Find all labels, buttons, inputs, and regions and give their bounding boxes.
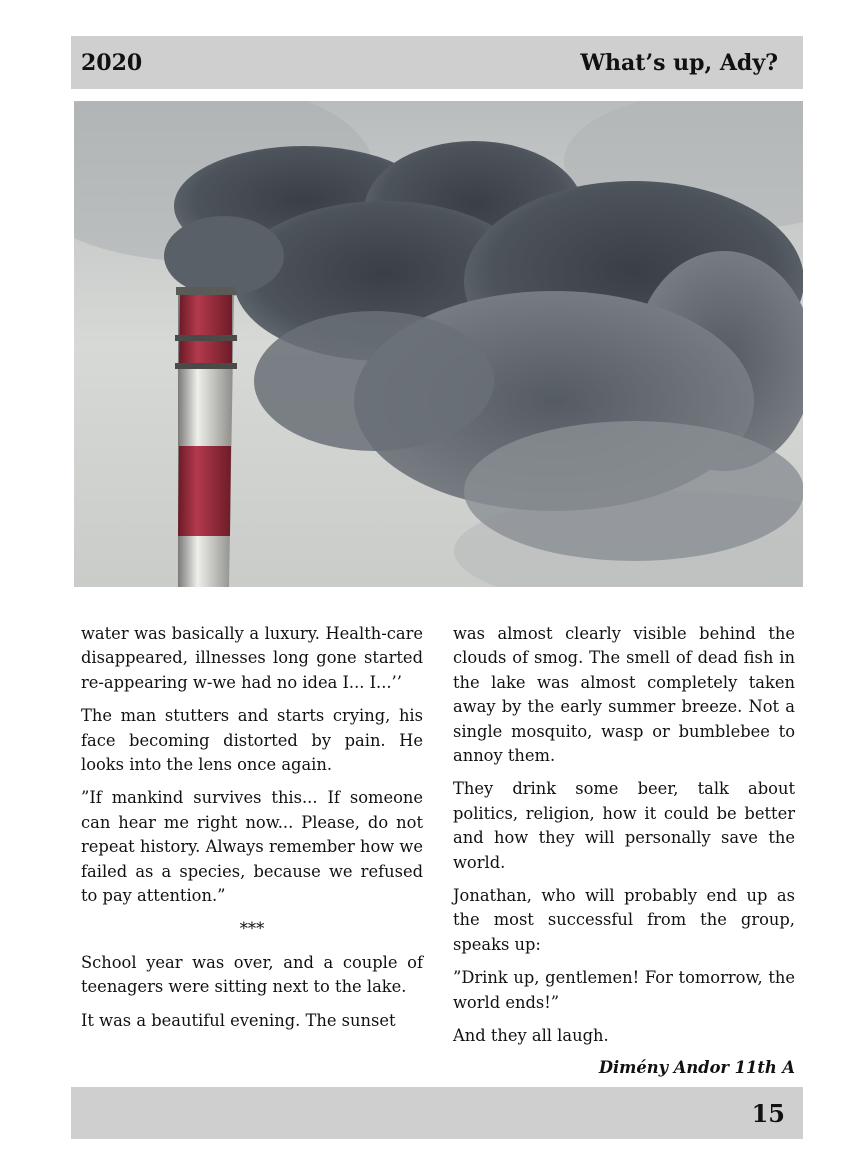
paragraph: ”Drink up, gentlemen! For tomorrow, the world ends!”	[453, 968, 795, 1012]
smokestack-photo-icon	[74, 101, 803, 587]
section-separator: ***	[239, 919, 265, 939]
paragraph: It was a beautiful evening. The sunset	[81, 1010, 396, 1030]
paragraph: School year was over, and a couple of teenagers were sitting next to the lake.	[81, 952, 423, 997]
paragraph: Jonathan, who will probably end up as the most successful from the group, speaks up:	[453, 886, 795, 954]
page-footer	[71, 1087, 803, 1139]
paragraph: ”If mankind survives this... If someone can hear me right now... Please, do not repeat history. Always remember how we failed as a species, because we refused to pay attention.”	[81, 788, 423, 906]
author-byline: Dimény Andor 11th A	[598, 1057, 795, 1077]
paragraph: was almost clearly visible behind the clouds of smog. The smell of dead fish in the lake was almost completely taken away by the early summer breeze. Not a single mosquito, wasp or bumblebee to annoy them.	[453, 624, 795, 766]
paragraph: The man stutters and starts crying, his face becoming distorted by pain. He looks into the lens once again.	[81, 706, 423, 775]
right-column	[453, 622, 795, 1080]
paragraph: water was basically a luxury. Health-care disappeared, illnesses long gone started re-appearing w-we had no idea I... I...’’	[81, 624, 423, 692]
left-column	[81, 622, 423, 1042]
paragraph: They drink some beer, talk about politics, religion, how it could be better and how they will personally save the world.	[453, 779, 795, 872]
page-header	[71, 36, 803, 89]
header-year: 2020	[81, 49, 143, 76]
page-number: 15	[751, 1098, 785, 1128]
paragraph: And they all laugh.	[453, 1026, 609, 1046]
header-title: What’s up, Ady?	[580, 49, 778, 76]
